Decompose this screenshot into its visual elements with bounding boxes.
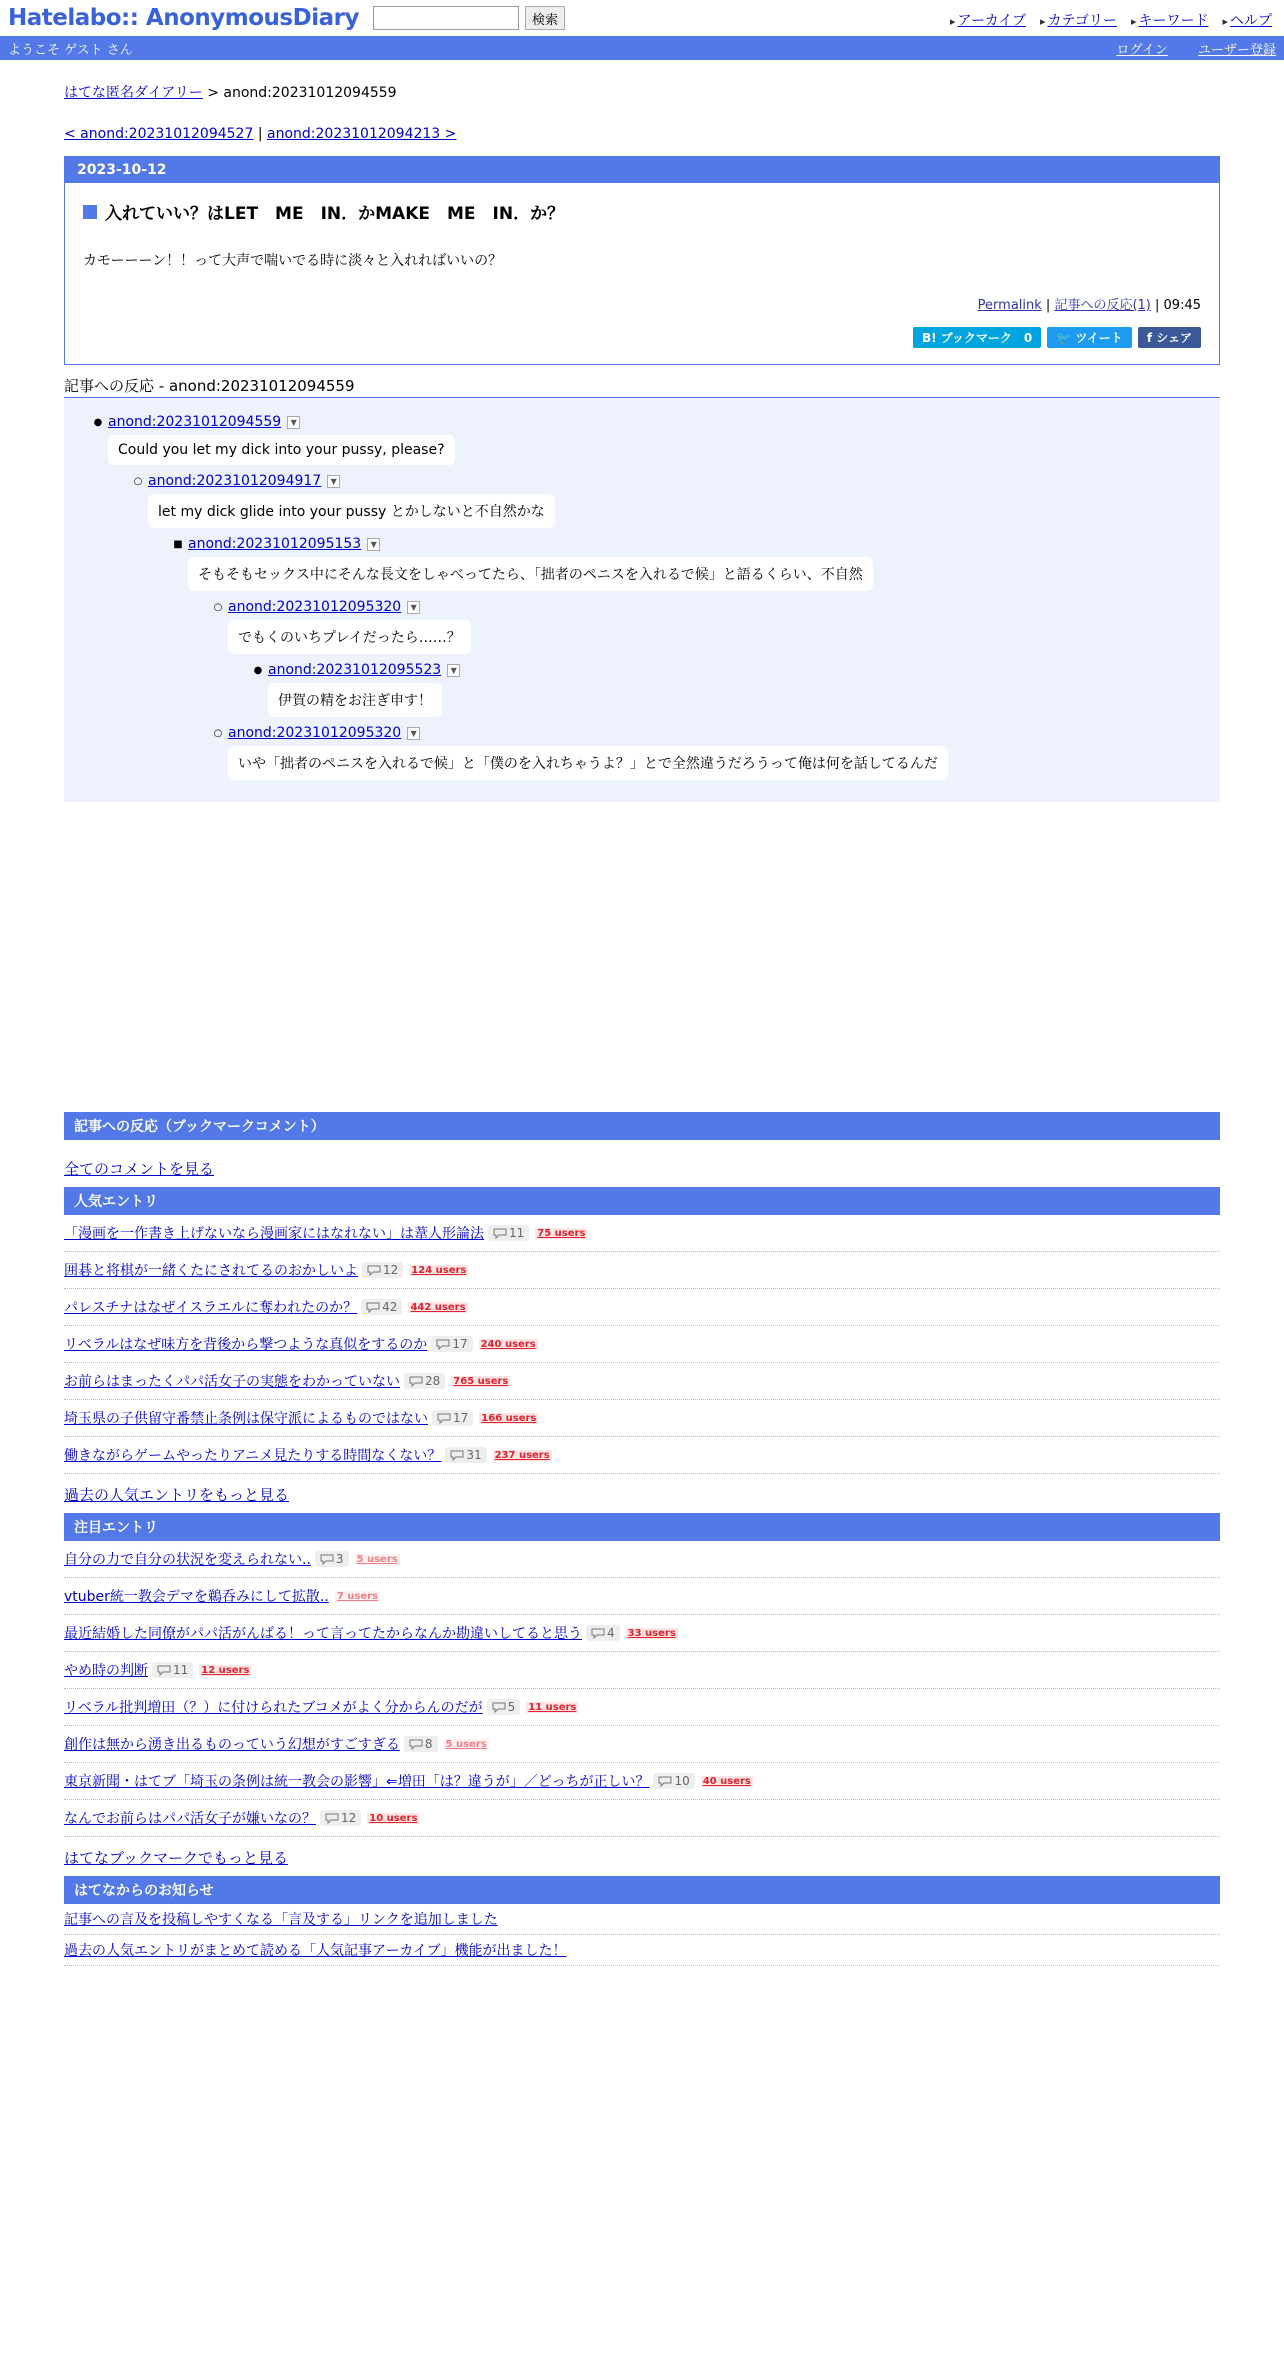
reaction-link[interactable]: anond:20231012095320 [228,725,402,741]
comment-count[interactable] [152,1662,193,1678]
tweet-button[interactable] [1047,327,1132,348]
comment-count-value: 8 [424,1737,433,1751]
dropdown-icon[interactable]: ▼ [327,475,340,488]
entry-link[interactable]: 創作は無から湧き出るものっていう幻想がすごすぎる [64,1737,400,1753]
comment-bubble-icon [367,1265,381,1276]
prev-entry-link[interactable]: < anond:20231012094527 [64,126,254,142]
bookmark-comments-heading: 記事への反応（ブックマークコメント） [64,1112,1220,1140]
comment-bubble-icon [409,1739,423,1750]
entry-row [64,1252,1220,1289]
all-comments-link[interactable]: 全てのコメントを見る [64,1160,215,1178]
dropdown-icon[interactable]: ▼ [407,727,420,740]
bookmark-users-badge[interactable]: 5 users [445,1738,487,1750]
comment-count[interactable] [432,1410,473,1426]
reaction-link[interactable]: anond:20231012094917 [148,473,322,489]
ad-space [64,802,1220,1104]
nav-category-link[interactable]: ▸ カテゴリー [1040,10,1117,30]
comment-bubble-icon [366,1302,380,1313]
comment-count-value: 4 [607,1626,615,1640]
entry-row [64,1800,1220,1837]
entry-link[interactable]: リベラルはなぜ味方を背後から撃つような真似をするのか [64,1337,428,1353]
reaction-link[interactable]: anond:20231012094559 [108,414,282,430]
entry-link[interactable]: vtuber統一教会デマを鵜呑みにして拡散.. [64,1589,329,1605]
bookmark-users-badge[interactable]: 166 users [481,1412,537,1424]
nav-keyword-link[interactable]: ▸ キーワード [1131,10,1209,30]
comment-count-value: 28 [425,1374,441,1388]
news-link[interactable]: 過去の人気エントリがまとめて読める「人気記事アーカイブ」機能が出ました！ [64,1943,567,1959]
comment-count-value: 12 [383,1263,399,1277]
entry-row [64,1363,1220,1400]
circle-bullet-icon: ○ [213,601,223,613]
comment-count-value: 3 [335,1552,344,1566]
comment-bubble-icon [320,1554,334,1565]
comment-count[interactable] [361,1299,402,1315]
comment-count[interactable] [431,1336,472,1352]
reaction-text: でもくのいちプレイだったら……？ [228,620,471,654]
top-nav [950,10,1272,30]
nav-archive-link[interactable]: ▸ アーカイブ [950,10,1026,30]
bookmark-users-badge[interactable]: 40 users [702,1775,751,1787]
register-link[interactable]: ユーザー登録 [1197,42,1276,58]
entry-link[interactable]: 自分の力で自分の状況を変えられない.. [64,1552,311,1568]
entry-time: 09:45 [1163,298,1201,313]
comment-bubble-icon [492,1702,506,1713]
login-link[interactable]: ログイン [1116,42,1168,58]
reaction-text: Could you let my dick into your pussy, please? [108,435,455,465]
entry-link[interactable]: 最近結婚した同僚がパパ活がんばる！って言ってたからなんか勘違いしてると思う [64,1626,582,1642]
entry-row [64,1541,1220,1578]
comment-count[interactable] [404,1373,445,1389]
comment-bubble-icon [658,1776,672,1787]
reactions-link[interactable]: 記事への反応(1) [1054,298,1151,313]
comment-bubble-icon [157,1665,171,1676]
bookmark-users-badge[interactable]: 124 users [411,1264,467,1276]
reaction-link[interactable]: anond:20231012095523 [268,662,442,678]
entry-link[interactable]: 囲碁と将棋が一緒くたにされてるのおかしいよ [64,1263,358,1279]
entry-row [64,1578,1220,1615]
entry-row [64,1326,1220,1363]
twitter-bird-icon: 🐦 [1056,331,1072,345]
entry-link[interactable]: なんでお前らはパパ活女子が嫌いなの？ [64,1811,316,1827]
site-logo[interactable]: Hatelabo:: AnonymousDiary [8,5,359,31]
breadcrumb-home-link[interactable]: はてな匿名ダイアリー [64,85,203,101]
square-icon [83,205,97,219]
entry-link[interactable]: リベラル批判増田（？）に付けられたブコメがよく分からんのだが [64,1700,483,1716]
entry-link[interactable]: 働きながらゲームやったりアニメ見たりする時間なくない？ [64,1448,442,1464]
comment-count-value: 31 [466,1448,482,1462]
news-list [64,1904,1220,1966]
entry-link[interactable]: お前らはまったくパパ活女子の実態をわかっていない [64,1374,400,1390]
entry-meta: Permalink | 記事への反応(1) | 09:45 [977,298,1201,313]
entry-row [64,1615,1220,1652]
top-header [0,0,1284,36]
welcome-text: ようこそ ゲスト さん [8,42,133,58]
comment-bubble-icon [409,1376,423,1387]
entry-link[interactable]: 東京新聞・はてブ「埼玉の条例は統一教会の影響」⇐増田「は？違うが」／どっちが正しい？ [64,1774,650,1790]
bookmark-users-badge[interactable]: 240 users [480,1338,536,1350]
news-heading: はてなからのお知らせ [64,1876,1220,1904]
bookmark-users-badge[interactable]: 33 users [627,1627,676,1639]
dropdown-icon[interactable]: ▼ [447,664,460,677]
comment-count[interactable] [586,1625,620,1641]
notable-entries-list [64,1541,1220,1837]
hatena-bookmark-button[interactable]: B! ブックマーク 0 [913,327,1041,348]
breadcrumb-separator: > [207,85,219,101]
popular-entries-list [64,1215,1220,1474]
entry-row [64,1289,1220,1326]
comment-bubble-icon [436,1339,450,1350]
reaction-node [248,662,1220,717]
nav-help-link[interactable]: ▸ ヘルプ [1222,10,1272,30]
comment-count[interactable] [488,1225,529,1241]
bookmark-users-badge[interactable]: 10 users [369,1812,418,1824]
comment-count-value: 17 [453,1411,469,1425]
comment-count[interactable] [315,1551,349,1567]
entry-link[interactable]: パレスチナはなぜイスラエルに奪われたのか？ [64,1300,358,1316]
facebook-icon: f [1146,331,1153,345]
more-bookmark-link[interactable]: はてなブックマークでもっと見る [64,1849,288,1867]
entry-row [64,1652,1220,1689]
reaction-node [208,725,1220,780]
news-item [64,1935,1220,1966]
facebook-share-label: シェア [1156,331,1192,345]
permalink-link[interactable]: Permalink [977,298,1042,313]
square-bullet-icon: ■ [173,538,183,550]
facebook-share-button[interactable] [1138,327,1201,348]
search-button[interactable]: 検索 [525,6,565,30]
share-buttons [83,327,1201,348]
bookmark-users-badge[interactable]: 237 users [494,1449,550,1461]
news-item [64,1904,1220,1935]
diary-entry [64,156,1220,365]
bookmark-users-badge[interactable]: 442 users [410,1301,466,1313]
comment-bubble-icon [450,1450,464,1461]
reaction-text: let my dick glide into your pussy とかしないと不自然かな [148,494,555,528]
next-entry-link[interactable]: anond:20231012094213 > [267,126,457,142]
comment-count[interactable] [487,1699,521,1715]
disc-bullet-icon: ● [253,664,263,676]
comment-count[interactable] [320,1810,361,1826]
bookmark-users-badge[interactable]: 765 users [453,1375,509,1387]
dropdown-icon[interactable]: ▼ [367,538,380,551]
comment-count-value: 10 [674,1774,690,1788]
comment-bubble-icon [591,1628,605,1639]
bookmark-users-badge[interactable]: 75 users [537,1227,586,1239]
entry-title [83,199,1201,224]
entry-row [64,1400,1220,1437]
dropdown-icon[interactable]: ▼ [407,601,420,614]
circle-bullet-icon: ○ [133,475,143,487]
bookmark-users-badge[interactable]: 12 users [201,1664,250,1676]
entry-link[interactable]: 埼玉県の子供留守番禁止条例は保守派によるものではない [64,1411,428,1427]
pager-separator: | [257,126,263,142]
comment-count-value: 5 [507,1700,516,1714]
breadcrumb-current: anond:20231012094559 [223,85,397,101]
reactions-heading: 記事への反応 - anond:20231012094559 [64,375,1220,398]
entry-row [64,1726,1220,1763]
disc-bullet-icon: ● [93,416,103,428]
comment-count[interactable] [653,1773,694,1789]
comment-count[interactable] [362,1262,403,1278]
bookmark-users-badge[interactable]: 11 users [528,1701,577,1713]
entry-row [64,1689,1220,1726]
more-popular-link[interactable]: 過去の人気エントリをもっと見る [64,1486,290,1504]
entry-link[interactable]: 「漫画を一作書き上げないなら漫画家にはなれない」は葦人形論法 [64,1226,484,1242]
notable-entries-heading: 注目エントリ [64,1513,1220,1541]
reaction-node [88,414,1220,465]
comment-bubble-icon [437,1413,451,1424]
main-content [64,82,1220,1966]
popular-entries-heading: 人気エントリ [64,1187,1220,1215]
entry-title-text: 入れていい？はLET ME IN．かMAKE ME IN．か？ [105,204,565,224]
reaction-node [208,599,1220,654]
comment-bubble-icon [493,1228,507,1239]
entry-row [64,1763,1220,1800]
comment-bubble-icon [325,1813,339,1824]
reaction-link[interactable]: anond:20231012095320 [228,599,402,615]
reaction-link[interactable]: anond:20231012095153 [188,536,362,552]
reaction-text: そもそもセックス中にそんな長文をしゃべってたら、「拙者のペニスを入れるで候」と語るくらい、不自然 [188,557,873,591]
comment-count-value: 11 [509,1226,525,1240]
comment-count[interactable] [445,1447,486,1463]
comment-count-value: 42 [382,1300,398,1314]
news-link[interactable]: 記事への言及を投稿しやすくなる「言及する」リンクを追加しました [64,1912,498,1928]
welcome-bar [0,36,1284,60]
breadcrumb [64,82,1220,102]
comment-count-value: 17 [452,1337,468,1351]
reaction-node [168,536,1220,591]
reactions-tree [64,398,1220,802]
circle-bullet-icon: ○ [213,727,223,739]
entry-row [64,1215,1220,1252]
pager [64,126,1220,142]
entry-link[interactable]: やめ時の判断 [64,1663,148,1679]
reaction-text: いや「拙者のペニスを入れるで候」と「僕のを入れちゃうよ？」とで全然違うだろうって俺は何を話してるんだ [228,746,948,780]
dropdown-icon[interactable]: ▼ [287,416,300,429]
entry-row [64,1437,1220,1474]
comment-count-value: 12 [341,1811,357,1825]
entry-date: 2023-10-12 [65,157,1219,183]
search-input[interactable] [373,6,519,30]
bookmark-users-badge[interactable]: 7 users [336,1590,378,1602]
reaction-text: 伊賀の精をお注ぎ申す！ [268,683,442,717]
comment-count[interactable] [404,1736,438,1752]
tweet-label: ツイート [1075,331,1123,345]
reaction-node [128,473,1220,528]
entry-body: カモーーーン！！って大声で喘いでる時に淡々と入れればいいの？ [83,253,503,269]
bookmark-users-badge[interactable]: 5 users [356,1553,398,1565]
comment-count-value: 11 [173,1663,189,1677]
